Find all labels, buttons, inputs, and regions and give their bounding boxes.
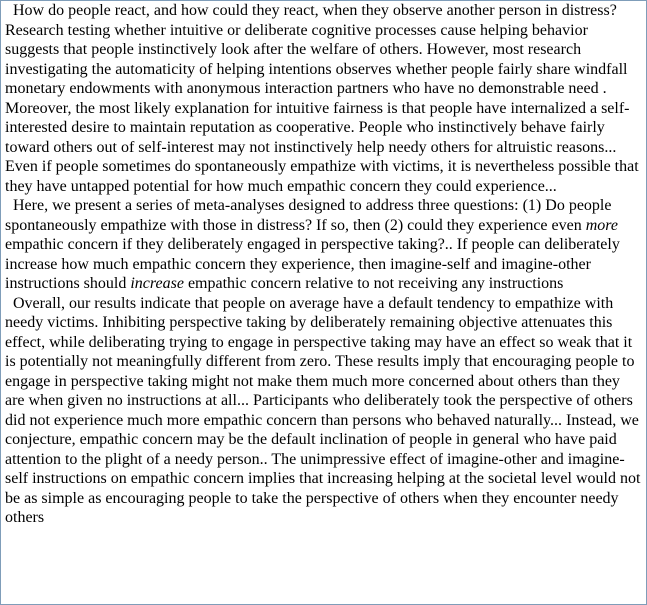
paragraph-3 [5, 294, 643, 528]
paragraph-2 [5, 196, 643, 294]
paragraph-1-text: How do people react, and how could they react, when they observe another person in distress? Research testing whether intuitive or deliberate cognitive processes cause helping behavior suggests that people instinctively look after the welfare of others. However, most research investigating the automaticity of helping intentions observes whether people fairly share windfall monetary endowments with anonymous interaction partners who have no demonstrable need . Moreover, the most likely explanation for intuitive fairness is that people have internalized a self-interested desire to maintain reputation as cooperative. People who instinctively behave fairly toward others out of self-interest may not instinctively help needy others for altruistic reasons... Even if people sometimes do spontaneously empathize with victims, it is nevertheless possible that they have untapped potential for how much empathic concern they could experience... [5, 2, 639, 195]
paragraph-2-text-a: Here, we present a series of meta-analyses designed to address three questions: (1) Do people spontaneously empathize with those in distress? If so, then (2) could they experience even [5, 197, 612, 234]
paragraph-2-text-b: empathic concern if they deliberately engaged in perspective taking?.. If people can deliberately increase how much empathic concern they experience, then imagine-self and imagine-other instructions should [5, 236, 620, 292]
document-body [5, 1, 643, 528]
paragraph-1 [5, 1, 643, 196]
paragraph-3-text: Overall, our results indicate that people on average have a default tendency to empathize with needy victims. Inhibiting perspective taking by deliberately remaining objective attenuates this effect, while deliberating trying to engage in perspective taking may have an effect so weak that it is potentially not meaningfully different from zero. These results imply that encouraging people to engage in perspective taking might not make them much more concerned about others than they are when given no instructions at all... Participants who deliberately took the perspective of others did not experience much more empathic concern than persons who behaved naturally... Instead, we conjecture, empathic concern may be the default inclination of people in general who have paid attention to the plight of a needy person.. The unimpressive effect of imagine-other and imagine-self instructions on empathic concern implies that increasing helping at the societal level would not be as simple as encouraging people to take the perspective of others when they encounter needy others [5, 294, 641, 526]
paragraph-2-emphasis-increase: increase [130, 275, 184, 292]
paragraph-2-emphasis-more: more [585, 216, 619, 234]
paragraph-2-text-c: empathic concern relative to not receiving any instructions [183, 275, 564, 292]
